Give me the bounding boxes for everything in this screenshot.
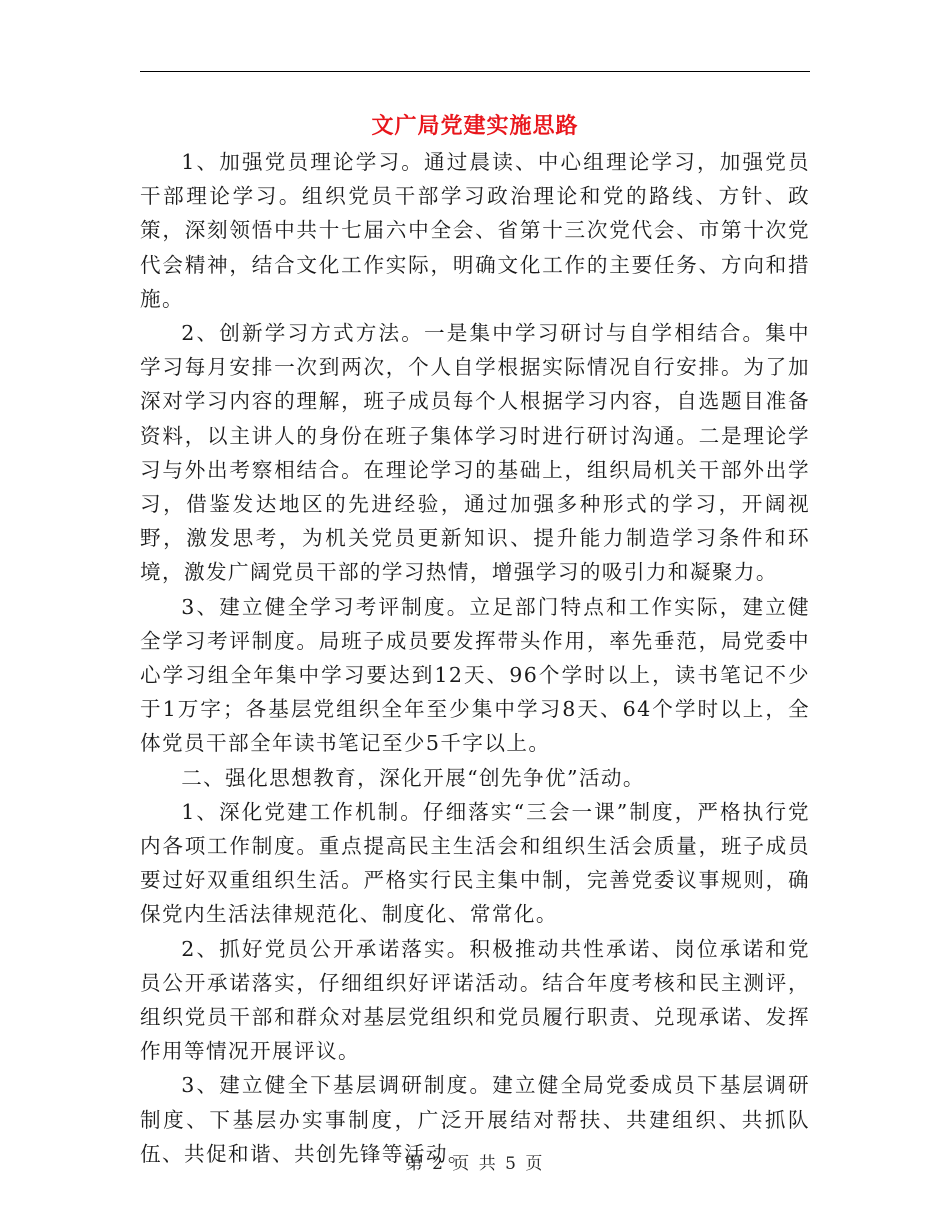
document-body — [140, 145, 810, 1171]
paragraph-4: 1、深化党建工作机制。仔细落实“三会一课”制度，严格执行党内各项工作制度。重点提高民主生活会和组织生活会质量，班子成员要过好双重组织生活。严格实行民主集中制，完善党委议事规则，确保党内生活法律规范化、制度化、常常化。 — [140, 799, 810, 927]
paragraph-2: 2、创新学习方式方法。一是集中学习研讨与自学相结合。集中学习每月安排一次到两次，个人自学根据实际情况自行安排。为了加深对学习内容的理解，班子成员每个人根据学习内容，自选题目准备资料，以主讲人的身份在班子集体学习时进行研讨沟通。二是理论学习与外出考察相结合。在理论学习的基础上，组织局机关干部外出学习，借鉴发达地区的先进经验，通过加强多种形式的学习，开阔视野，激发思考，为机关党员更新知识、提升能力制造学习条件和环境，激发广阔党员干部的学习热情，增强学习的吸引力和凝聚力。 — [140, 321, 810, 585]
document-title: 文广局党建实施思路 — [371, 113, 579, 139]
paragraph-6: 3、建立健全下基层调研制度。建立健全局党委成员下基层调研制度、下基层办实事制度，广泛开展结对帮扶、共建组织、共抓队伍、共促和谐、共创先锋等活动。 — [140, 1073, 810, 1166]
paragraph-1: 1、加强党员理论学习。通过晨读、中心组理论学习，加强党员干部理论学习。组织党员干部学习政治理论和党的路线、方针、政策，深刻领悟中共十七届六中全会、省第十三次党代会、市第十次党代会精神，结合文化工作实际，明确文化工作的主要任务、方向和措施。 — [140, 150, 810, 311]
section-heading-2: 二、强化思想教育，深化开展“创先争优”活动。 — [181, 765, 645, 790]
header-rule — [140, 71, 810, 72]
paragraph-3: 3、建立健全学习考评制度。立足部门特点和工作实际，建立健全学习考评制度。局班子成员要发挥带头作用，率先垂范，局党委中心学习组全年集中学习要达到12天、96个学时以上，读书笔记不少于1万字；各基层党组织全年至少集中学习8天、64个学时以上，全体党员干部全年读书笔记至少5千字以上。 — [140, 594, 810, 756]
page-number: 第 2 页 共 5 页 — [405, 1154, 545, 1174]
paragraph-5: 2、抓好党员公开承诺落实。积极推动共性承诺、岗位承诺和党员公开承诺落实，仔细组织好评诺活动。结合年度考核和民主测评，组织党员干部和群众对基层党组织和党员履行职责、兑现承诺、发挥作用等情况开展评议。 — [140, 936, 810, 1064]
